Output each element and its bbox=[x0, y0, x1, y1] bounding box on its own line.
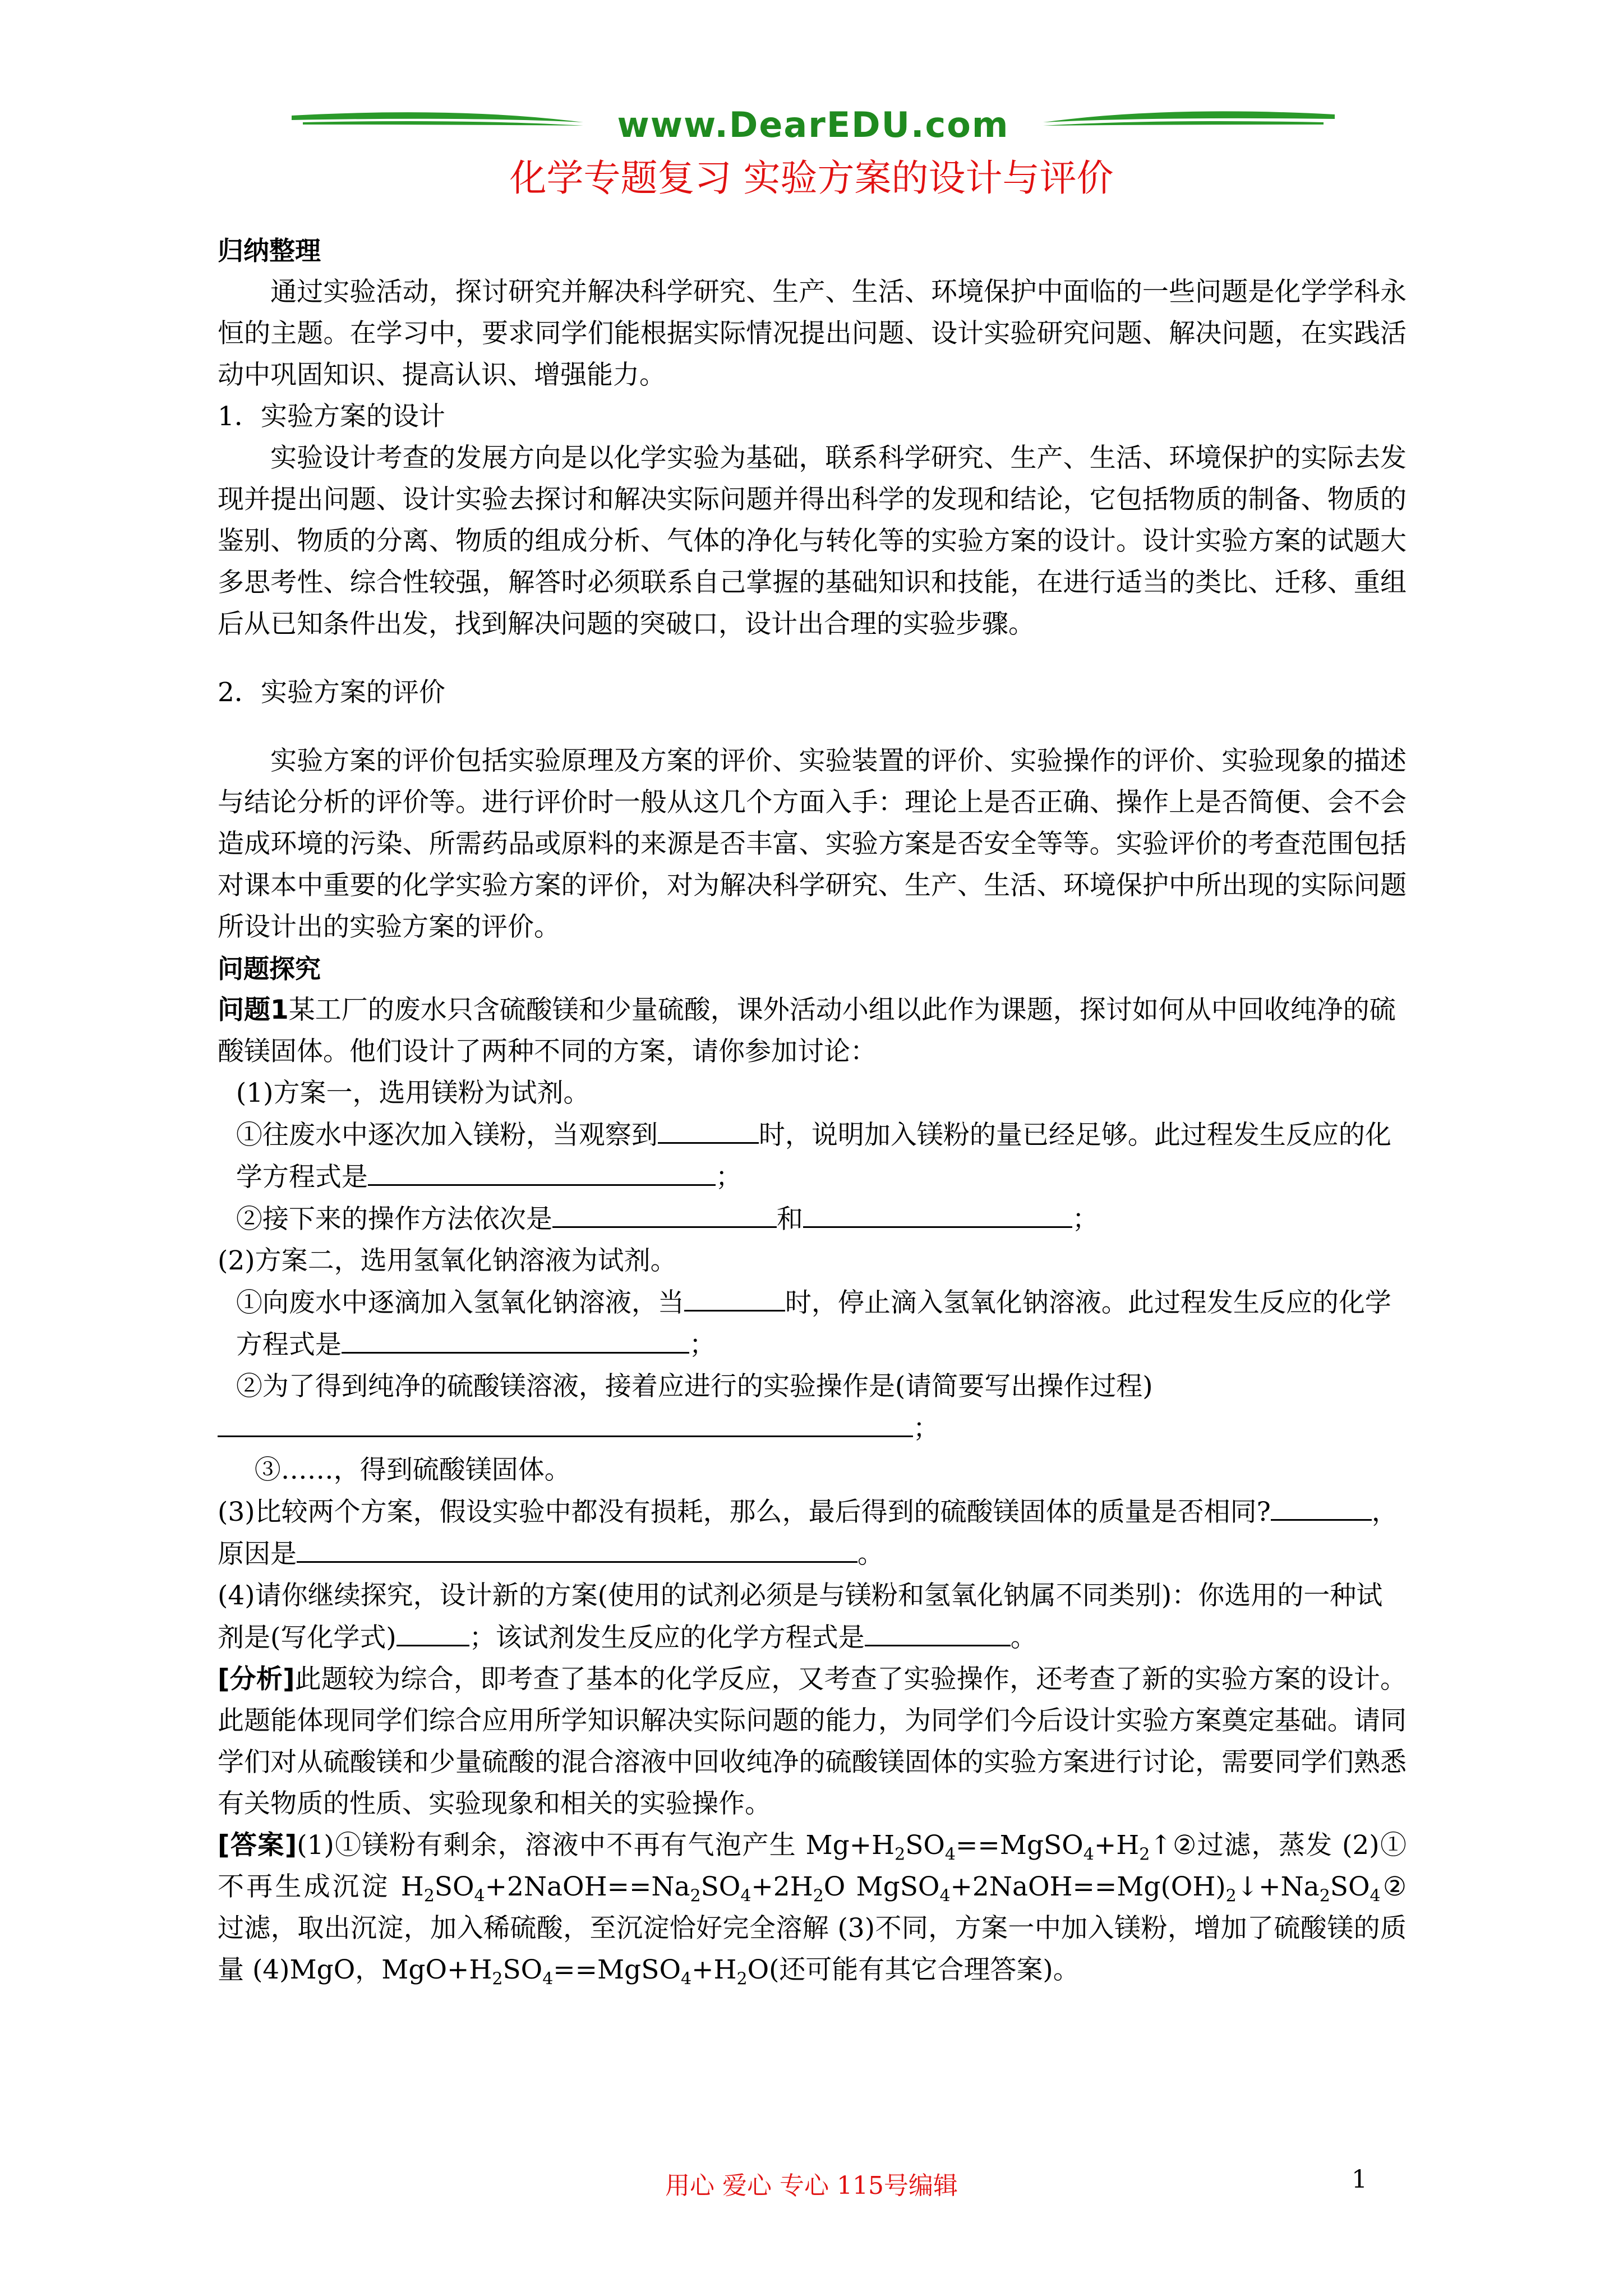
summary-paragraph: 通过实验活动，探讨研究并解决科学研究、生产、生活、环境保护中面临的一些问题是化学学科永恒的主题。在学习中，要求同学们能根据实际情况提出问题、设计实验研究问题、解决问题，在实践活动中巩固知识、提高认识、增强能力。 bbox=[218, 277, 1407, 390]
subscript: 4 bbox=[681, 1969, 692, 1989]
question-1b bbox=[218, 1198, 1407, 1240]
answer-text: +2NaOH==Na bbox=[485, 1871, 690, 1902]
answer-text: ↓+Na bbox=[1236, 1871, 1320, 1902]
answer-text: (1)①镁粉有剩余，溶液中不再有气泡产生 Mg+H bbox=[297, 1830, 895, 1861]
answer-text: +2NaOH==Mg(OH) bbox=[950, 1871, 1226, 1902]
answer-text: +2H bbox=[751, 1871, 813, 1902]
subscript: 4 bbox=[474, 1886, 485, 1906]
subscript: 2 bbox=[895, 1844, 906, 1865]
subscript: 2 bbox=[423, 1886, 435, 1906]
answer-blank[interactable] bbox=[552, 1198, 777, 1228]
answer-text: +H bbox=[1094, 1830, 1140, 1861]
subscript: 4 bbox=[944, 1844, 956, 1865]
q1a-text-post: 时，说明加入镁粉的量已经足够。此过程发生反应的化学方程式是 bbox=[236, 1120, 1391, 1193]
question-2b-answer-line bbox=[218, 1407, 1407, 1450]
answer-text: O MgSO bbox=[823, 1871, 940, 1902]
answer-blank[interactable] bbox=[342, 1324, 689, 1354]
answer-text: ==MgSO bbox=[956, 1830, 1083, 1861]
question-4 bbox=[218, 1575, 1407, 1659]
problem-label: 问题1 bbox=[218, 995, 289, 1025]
question-2c: ③……，得到硫酸镁固体。 bbox=[254, 1455, 571, 1485]
subscript: 2 bbox=[492, 1969, 503, 1989]
punct: ； bbox=[715, 1162, 742, 1193]
q1b-text-pre: ②接下来的操作方法依次是 bbox=[236, 1204, 552, 1235]
analysis-paragraph bbox=[218, 1659, 1407, 1825]
question-2b: ②为了得到纯净的硫酸镁溶液，接着应进行的实验操作是(请简要写出操作过程) bbox=[236, 1371, 1153, 1402]
q3-text-mid: ，原因是 bbox=[218, 1497, 1398, 1570]
section-heading-evaluation: 2．实验方案的评价 bbox=[218, 677, 445, 708]
answer-text: SO bbox=[700, 1871, 741, 1902]
answer-text: ↑②过滤，蒸发 (2)①不再生成沉淀 H bbox=[218, 1830, 1407, 1902]
question-3 bbox=[218, 1491, 1407, 1575]
punct: 。 bbox=[857, 1539, 884, 1570]
question-2a bbox=[218, 1282, 1407, 1366]
answer-blank[interactable] bbox=[658, 1114, 759, 1144]
q1b-text-mid: 和 bbox=[776, 1204, 803, 1235]
design-paragraph: 实验设计考查的发展方向是以化学实验为基础，联系科学研究、生产、生活、环境保护的实际去发现并提出问题、设计实验去探讨和解决实际问题并得出科学的发现和结论，它包括物质的制备、物质的鉴别、物质的分离、物质的组成分析、气体的净化与转化等的实验方案的设计。设计实验方案的试题大多思考性、综合性较强，解答时必须联系自己掌握的基础知识和技能，在进行适当的类比、迁移、重组后从已知条件出发，找到解决问题的突破口，设计出合理的实验步骤。 bbox=[218, 443, 1407, 639]
q2a-text-pre: ①向废水中逐滴加入氢氧化钠溶液，当 bbox=[236, 1287, 684, 1318]
q4-text-pre: (4)请你继续探究，设计新的方案(使用的试剂必须是与镁粉和氢氧化钠属不同类别)：你选用的一种试剂是(写化学式) bbox=[218, 1580, 1383, 1653]
subscript: 4 bbox=[542, 1969, 554, 1989]
problem-intro-text: 某工厂的废水只含硫酸镁和少量硫酸，课外活动小组以此作为课题，探讨如何从中回收纯净的硫酸镁固体。他们设计了两种不同的方案，请你参加讨论： bbox=[218, 995, 1396, 1067]
site-url: www.DearEDU.com bbox=[617, 104, 1009, 145]
analysis-label: [分析] bbox=[218, 1664, 295, 1695]
answer-blank[interactable] bbox=[684, 1282, 785, 1312]
punct: ； bbox=[1072, 1204, 1099, 1235]
answer-blank[interactable] bbox=[297, 1533, 857, 1563]
q4-text-mid: ；该试剂发生反应的化学方程式是 bbox=[469, 1622, 865, 1653]
subscript: 4 bbox=[740, 1886, 751, 1906]
footer-text: 用心 爱心 专心 115号编辑 bbox=[665, 2171, 958, 2200]
section-heading-summary: 归纳整理 bbox=[218, 236, 321, 266]
subscript: 2 bbox=[1319, 1886, 1330, 1906]
evaluation-paragraph: 实验方案的评价包括实验原理及方案的评价、实验装置的评价、实验操作的评价、实验现象的描述与结论分析的评价等。进行评价时一般从这几个方面入手：理论上是否正确、操作上是否简便、会不会造成环境的污染、所需药品或原料的来源是否丰富、实验方案是否安全等等。实验评价的考查范围包括对课本中重要的化学实验方案的评价，对为解决科学研究、生产、生活、环境保护中所出现的实际问题所设计出的实验方案的评价。 bbox=[218, 746, 1407, 942]
answer-label: [答案] bbox=[218, 1830, 297, 1861]
punct: 。 bbox=[1010, 1622, 1037, 1653]
analysis-text: 此题较为综合，即考查了基本的化学反应，又考查了实验操作，还考查了新的实验方案的设计。此题能体现同学们综合应用所学知识解决实际问题的能力，为同学们今后设计实验方案奠定基础。请同学们对从硫酸镁和少量硫酸的混合溶液中回收纯净的硫酸镁固体的实验方案进行讨论，需要同学们熟悉有关物质的性质、实验现象和相关的实验操作。 bbox=[218, 1664, 1407, 1819]
answer-text: ②过滤，取出沉淀，加入稀硫酸，至沉淀恰好完全溶解 (3)不同，方案一中加入镁粉，增加了硫酸镁的质量 (4)MgO，MgO+H bbox=[218, 1871, 1407, 1985]
subscript: 4 bbox=[1370, 1886, 1381, 1906]
answer-text: SO bbox=[502, 1954, 543, 1985]
punct: ； bbox=[913, 1413, 939, 1444]
answer-blank[interactable] bbox=[368, 1156, 716, 1186]
subscript: 4 bbox=[1083, 1844, 1094, 1865]
subscript: 2 bbox=[690, 1886, 701, 1906]
question-1a bbox=[218, 1114, 1407, 1198]
question-2: (2)方案二，选用氢氧化钠溶液为试剂。 bbox=[218, 1245, 677, 1276]
section-heading-design: 1．实验方案的设计 bbox=[218, 401, 445, 432]
answer-blank[interactable] bbox=[218, 1407, 913, 1437]
q3-text-pre: (3)比较两个方案，假设实验中都没有损耗，那么，最后得到的硫酸镁固体的质量是否相同? bbox=[218, 1497, 1271, 1527]
answer-text: O(还可能有其它合理答案)。 bbox=[747, 1954, 1080, 1985]
answer-text: SO bbox=[1330, 1871, 1370, 1902]
subscript: 2 bbox=[1139, 1844, 1150, 1865]
q2a-text-post: 时，停止滴入氢氧化钠溶液。此过程发生反应的化学方程式是 bbox=[236, 1287, 1391, 1360]
question-1: (1)方案一，选用镁粉为试剂。 bbox=[236, 1078, 590, 1108]
document-body bbox=[218, 230, 1407, 1991]
section-heading-explore: 问题探究 bbox=[218, 954, 321, 984]
subscript: 4 bbox=[939, 1886, 951, 1906]
answer-text: SO bbox=[905, 1830, 945, 1861]
answer-text: +H bbox=[691, 1954, 737, 1985]
punct: ； bbox=[689, 1329, 716, 1360]
answer-blank[interactable] bbox=[396, 1617, 469, 1646]
subscript: 2 bbox=[1225, 1886, 1237, 1906]
q1a-text-pre: ①往废水中逐次加入镁粉，当观察到 bbox=[236, 1120, 658, 1151]
page-title: 化学专题复习 实验方案的设计与评价 bbox=[509, 157, 1114, 200]
answer-paragraph bbox=[218, 1825, 1407, 1991]
answer-text: ==MgSO bbox=[553, 1954, 681, 1985]
subscript: 2 bbox=[813, 1886, 824, 1906]
answer-blank[interactable] bbox=[1271, 1491, 1372, 1521]
answer-text: SO bbox=[434, 1871, 474, 1902]
page-number: 1 bbox=[1352, 2165, 1367, 2194]
answer-blank[interactable] bbox=[803, 1198, 1072, 1228]
subscript: 2 bbox=[736, 1969, 748, 1989]
problem-intro bbox=[218, 990, 1407, 1073]
answer-blank[interactable] bbox=[865, 1617, 1011, 1646]
